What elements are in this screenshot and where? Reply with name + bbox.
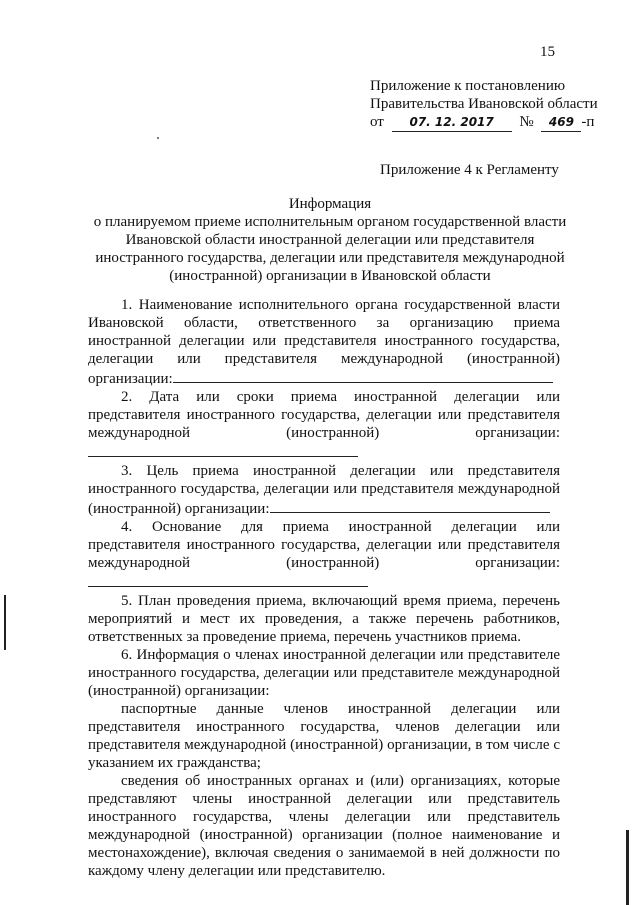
number-prefix: № [519,114,534,130]
paragraph-5: 5. План проведения приема, включающий время приема, перечень мероприятий и мест их проведения, а также перечень работников, ответственных за проведение приема, перечень участников приема. [88,593,560,645]
paragraph-1 [88,296,560,388]
title-line-4: (иностранной) организации в Ивановской области [169,268,491,284]
date-value: 07. 12. 2017 [392,113,512,132]
paragraph-2-text: 2. Дата или сроки приема иностранной делегации или представителя иностранного государства, делегации или представителя международной (иностранной) организации: [88,389,560,441]
paragraph-1-text: 1. Наименование исполнительного органа государственной власти Ивановской области, ответственного за организацию приема иностранной делегации или представителя иностранного государства, делегации или представителя международной (иностранной) организации: [88,297,560,387]
paragraph-4 [88,518,560,592]
date-prefix: от [370,114,384,130]
fill-line-4 [88,572,368,587]
title-line-2: Ивановской области иностранной делегации или представителя [125,232,535,248]
paragraph-8: сведения об иностранных органах и (или) организациях, которые представляют члены иностранной делегации или представитель иностранного государства, члены делегации или представитель международной (иностранной) организации (полное наименование и местонахождение), включая сведения о занимаемой в ней должности по каждому члену делегации или представителю. [88,773,560,879]
paragraph-3 [88,462,560,518]
number-value: 469 [541,113,581,132]
attachment-label: Приложение 4 к Регламенту [380,162,559,178]
fill-line-1 [173,368,553,383]
fill-line-3 [270,498,550,513]
scan-dot [157,137,159,139]
paragraph-7: паспортные данные членов иностранной делегации или представителя иностранного государства, членов делегации или представителя международной (иностранной) организации, в том числе с указанием их гражданства; [88,701,560,771]
paragraph-4-text: 4. Основание для приема иностранной делегации или представителя иностранного государства, делегации или представителя международной (иностранной) организации: [88,519,560,571]
approval-block [370,77,610,132]
document-body [88,296,560,880]
title-line-1: о планируемом приеме исполнительным органом государственной власти [93,214,567,230]
approval-line-2: Правительства Ивановской области [370,96,598,112]
scan-margin-mark [4,595,6,650]
fill-line-2 [88,442,358,457]
approval-date-row [370,113,610,132]
scan-edge-mark [626,830,629,905]
document-title [80,195,580,285]
title-line-3: иностранного государства, делегации или представителя международной [95,250,565,266]
page-number: 15 [540,44,555,60]
paragraph-2 [88,388,560,462]
number-suffix: -п [581,114,595,130]
paragraph-6: 6. Информация о членах иностранной делегации или представителе иностранного государства, делегации или представителе международной (иностранной) организации: [88,647,560,699]
paragraph-3-text: 3. Цель приема иностранной делегации или представителя иностранного государства, делегации или представителя международной (иностранной) организации: [88,463,560,517]
approval-line-1: Приложение к постановлению [370,78,566,94]
title-heading: Информация [288,196,372,212]
